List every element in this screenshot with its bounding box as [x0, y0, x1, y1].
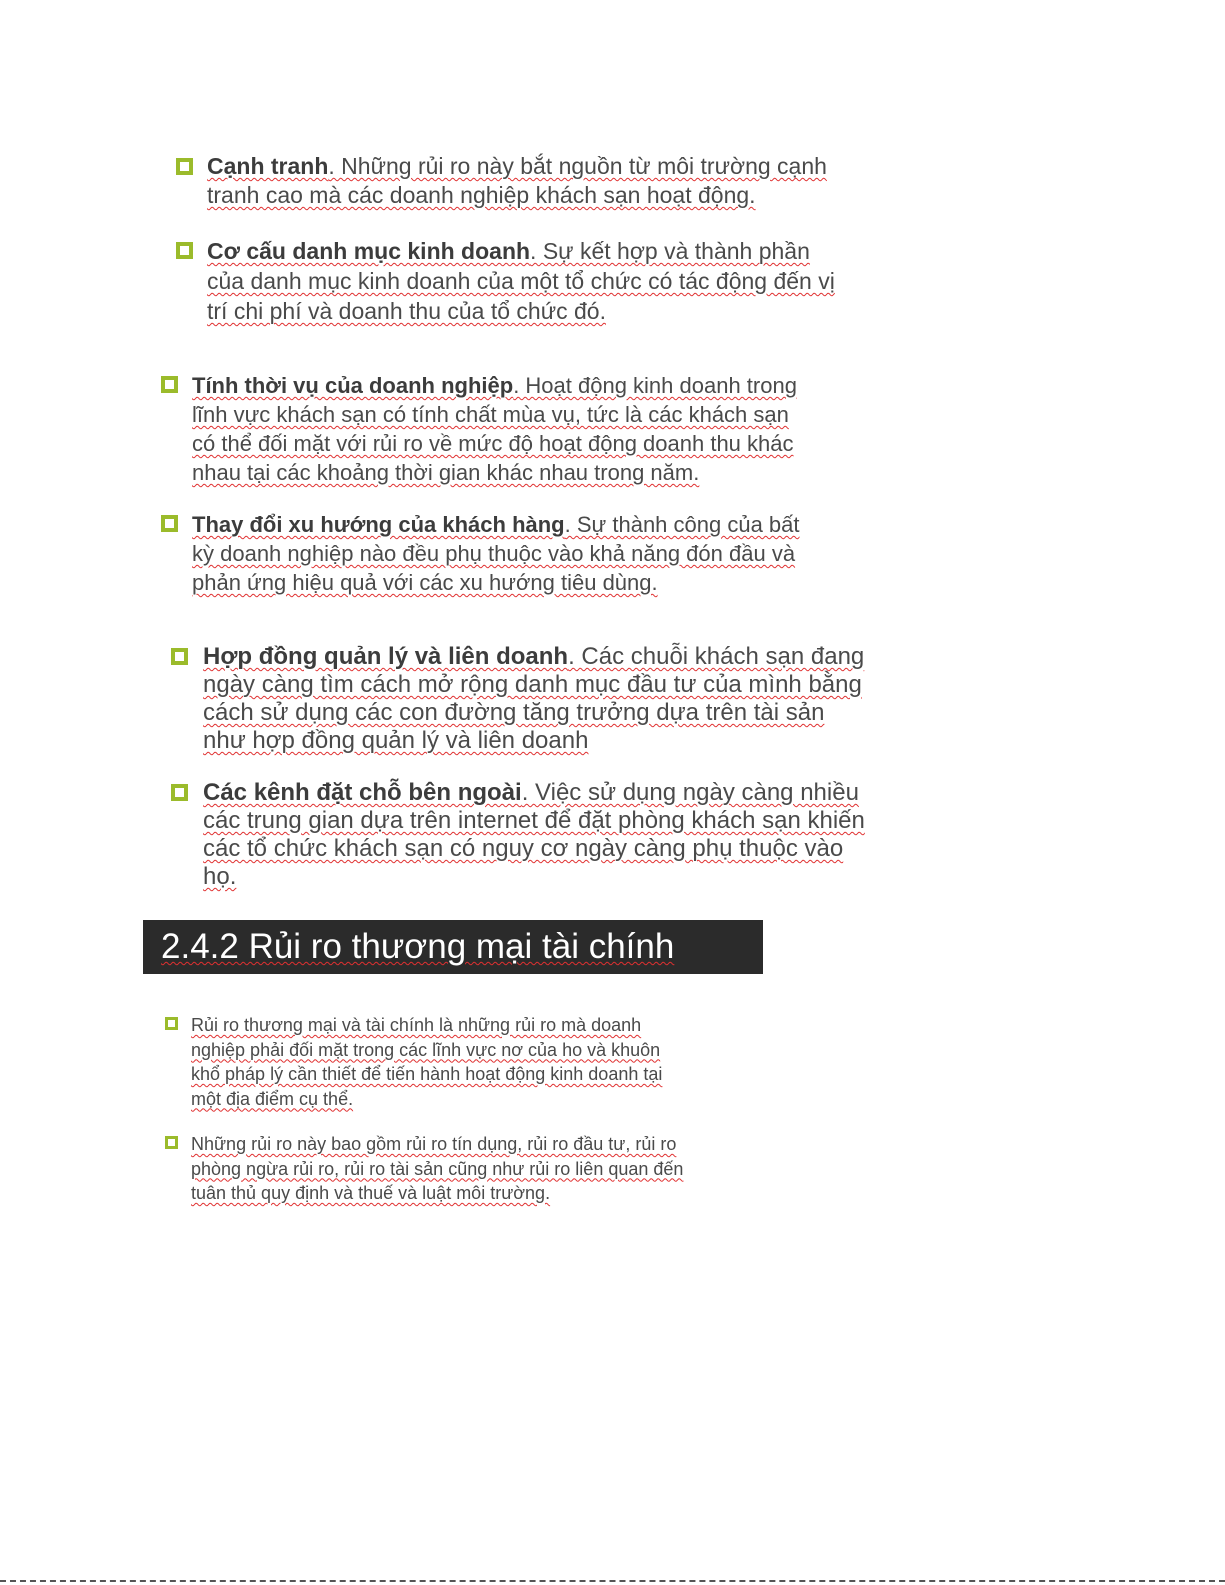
item-text-line: các trung gian dựa trên internet để đặt phòng khách sạn khiến	[203, 807, 865, 834]
item-text-line: . Các chuỗi khách sạn đang	[568, 643, 865, 670]
item-text-line: có thể đối mặt với rủi ro về mức độ hoạt động doanh thu khác	[192, 431, 794, 456]
item-text-line: các tổ chức khách sạn có nguy cơ ngày càng phụ thuộc vào	[203, 835, 844, 862]
section-heading	[143, 920, 763, 974]
item-text-line: . Những rủi ro này bắt nguồn từ môi trường cạnh	[328, 153, 827, 179]
item-text-line: tranh cao mà các doanh nghiệp khách sạn hoạt động.	[207, 182, 756, 208]
item-term: Hợp đồng quản lý và liên doanh	[203, 643, 569, 670]
item-text-line: phòng ngừa rủi ro, rủi ro tài sản cũng như rủi ro liên quan đến	[191, 1158, 684, 1179]
item-text-line: nghiệp phải đối mặt trong các lĩnh vực nơ của ho và khuôn	[191, 1039, 661, 1060]
item-text-line: một địa điểm cụ thể.	[191, 1088, 354, 1109]
item-text-line: Những rủi ro này bao gồm rủi ro tín dụng, rủi ro đầu tư, rủi ro	[191, 1134, 677, 1154]
item-text-line: Rủi ro thương mại và tài chính là những rủi ro mà doanh	[191, 1015, 642, 1035]
square-bullet-icon	[161, 515, 178, 532]
item-text-line: họ.	[203, 863, 237, 890]
item-text-line: kỳ doanh nghiệp nào đều phụ thuộc vào khả năng đón đầu và	[192, 541, 796, 566]
square-bullet-icon	[176, 242, 193, 259]
item-text-line: nhau tại các khoảng thời gian khác nhau trong năm.	[192, 460, 700, 485]
item-text-line: . Hoạt động kinh doanh trong	[513, 373, 797, 398]
item-term: Cạnh tranh	[207, 153, 329, 179]
item-text-line: như hợp đồng quản lý và liên doanh	[203, 727, 589, 754]
item-term: Tính thời vụ của doanh nghiệp	[192, 373, 514, 398]
item-text-line: ngày càng tìm cách mở rộng danh mục đầu tư của mình bằng	[203, 671, 862, 698]
section-heading-text: 2.4.2 Rủi ro thương mại tài chính	[161, 927, 675, 966]
item-text-line: khổ pháp lý cần thiết để tiến hành hoạt động kinh doanh tại	[191, 1064, 663, 1084]
square-bullet-icon	[171, 648, 188, 665]
item-text-line: lĩnh vực khách sạn có tính chất mùa vụ, tức là các khách sạn	[192, 402, 789, 427]
square-bullet-icon	[165, 1136, 178, 1149]
item-term: Cơ cấu danh mục kinh doanh	[207, 238, 531, 264]
item-text-line: . Việc sử dụng ngày càng nhiều	[521, 779, 859, 806]
item-text-line: . Sự thành công của bất	[564, 512, 800, 537]
item-text-line: . Sự kết hợp và thành phần	[530, 238, 810, 264]
square-bullet-icon	[171, 784, 188, 801]
square-bullet-icon	[161, 376, 178, 393]
item-text-line: của danh mục kinh doanh của một tổ chức có tác động đến vị	[207, 268, 835, 294]
square-bullet-icon	[165, 1017, 178, 1030]
square-bullet-icon	[176, 158, 193, 175]
item-term: Các kênh đặt chỗ bên ngoài	[203, 779, 522, 806]
item-text-line: tuân thủ quy định và thuế và luật môi trường.	[191, 1183, 551, 1203]
item-text-line: trí chi phí và doanh thu của tổ chức đó.	[207, 298, 606, 324]
item-text-line: cách sử dụng các con đường tăng trưởng dựa trên tài sản	[203, 699, 825, 726]
item-term: Thay đổi xu hướng của khách hàng	[192, 512, 565, 537]
item-text-line: phản ứng hiệu quả với các xu hướng tiêu dùng.	[192, 570, 658, 595]
page-bottom-divider	[0, 1580, 1225, 1582]
